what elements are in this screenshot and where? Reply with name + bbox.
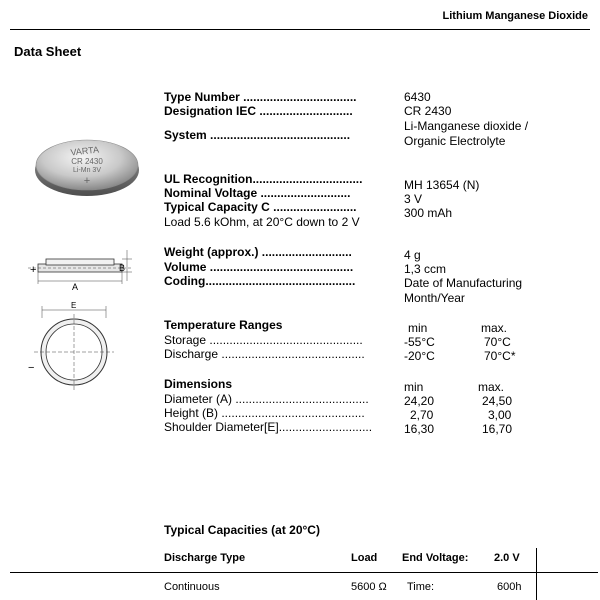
dimensions-shoulder-max: 16,70 [482, 422, 513, 436]
spec-volume-label: Volume ........................................... [164, 260, 354, 274]
document-header-title: Lithium Manganese Dioxide [442, 10, 588, 22]
spec-system-label: System .......................................... [164, 128, 351, 142]
temperature-discharge-max: 70°C* [484, 349, 516, 363]
coin-brand: VARTA [69, 144, 100, 158]
capacity-row-time-label: Time: [407, 581, 435, 593]
spec-designation-label: Designation IEC ............................ [164, 104, 353, 118]
dim-label-b: B [119, 263, 126, 273]
temperature-discharge-min: -20°C [404, 349, 435, 363]
coin-chemistry: Li-Mn 3V [72, 167, 102, 174]
capacity-row-type: Continuous [164, 581, 220, 593]
spec-type-number-label: Type Number .................................. [164, 90, 357, 104]
spec-voltage-label: Nominal Voltage ........................... [164, 186, 351, 200]
temperature-title: Temperature Ranges [164, 318, 283, 332]
dim-label-a: A [72, 282, 79, 292]
dimensions-height-label: Height (B) ........................................... [164, 406, 365, 420]
top-minus-sign: − [28, 362, 35, 374]
capacity-row-time: 600h [497, 581, 522, 593]
temperature-min-header: min [408, 321, 428, 335]
spec-coding-value-line1: Date of Manufacturing [404, 276, 523, 290]
dimensions-shoulder-label: Shoulder Diameter[E]............................ [164, 420, 373, 434]
capacity-header-load: Load [351, 552, 378, 564]
spec-voltage-value: 3 V [404, 192, 423, 206]
temperature-max-header: max. [481, 321, 508, 335]
dimensions-diameter-max: 24,50 [482, 394, 513, 408]
capacity-table-header-rule [10, 572, 598, 573]
temperature-discharge-label: Discharge ........................................... [164, 347, 365, 361]
capacity-header-end-voltage-value: 2.0 V [494, 552, 520, 564]
spec-designation-value: CR 2430 [404, 104, 452, 118]
dimensions-diameter-label: Diameter (A) ........................................ [164, 392, 369, 406]
spec-type-number-value: 6430 [404, 90, 431, 104]
dimensions-shoulder-min: 16,30 [404, 422, 435, 436]
spec-weight-label: Weight (approx.) ........................... [164, 245, 352, 259]
dim-label-e: E [71, 301, 77, 310]
coin-plus-sign: + [83, 175, 91, 187]
capacity-header-end-voltage: End Voltage: [402, 552, 469, 564]
spec-capacity-label: Typical Capacity C ......................... [164, 200, 357, 214]
top-view-drawing [28, 300, 138, 392]
coin-model: CR 2430 [71, 157, 103, 166]
spec-system-value-line2: Organic Electrolyte [404, 134, 506, 148]
spec-capacity-value: 300 mAh [404, 206, 453, 220]
spec-volume-value: 1,3 ccm [404, 262, 447, 276]
dimensions-diameter-min: 24,20 [404, 394, 435, 408]
spec-capacity-note: Load 5.6 kOhm, at 20°C down to 2 V [164, 215, 360, 229]
dimensions-min-header: min [404, 380, 424, 394]
spec-weight-value: 4 g [404, 248, 421, 262]
temperature-storage-min: -55°C [404, 335, 435, 349]
spec-ul-value: MH 13654 (N) [404, 178, 480, 192]
dimensions-title: Dimensions [164, 377, 233, 391]
header-divider [10, 29, 590, 30]
spec-coding-value-line2: Month/Year [404, 291, 465, 305]
dimensions-max-header: max. [478, 380, 505, 394]
dimensions-height-max: 3,00 [488, 408, 512, 422]
spec-coding-label: Coding............................................. [164, 274, 356, 288]
spec-system-value-line1: Li-Manganese dioxide / [404, 119, 529, 133]
dimensions-height-min: 2,70 [410, 408, 434, 422]
capacity-row-load: 5600 Ω [351, 581, 387, 593]
side-plus-sign: + [30, 264, 37, 276]
capacity-table-vertical-rule [536, 548, 537, 600]
temperature-storage-label: Storage .............................................. [164, 333, 363, 347]
battery-photo [32, 134, 142, 200]
spec-ul-label: UL Recognition................................. [164, 172, 363, 186]
typical-capacities-title: Typical Capacities (at 20°C) [164, 523, 320, 537]
side-top-cap [46, 259, 114, 265]
temperature-storage-max: 70°C [484, 335, 511, 349]
page-title: Data Sheet [14, 44, 82, 59]
capacity-header-discharge-type: Discharge Type [164, 552, 246, 564]
